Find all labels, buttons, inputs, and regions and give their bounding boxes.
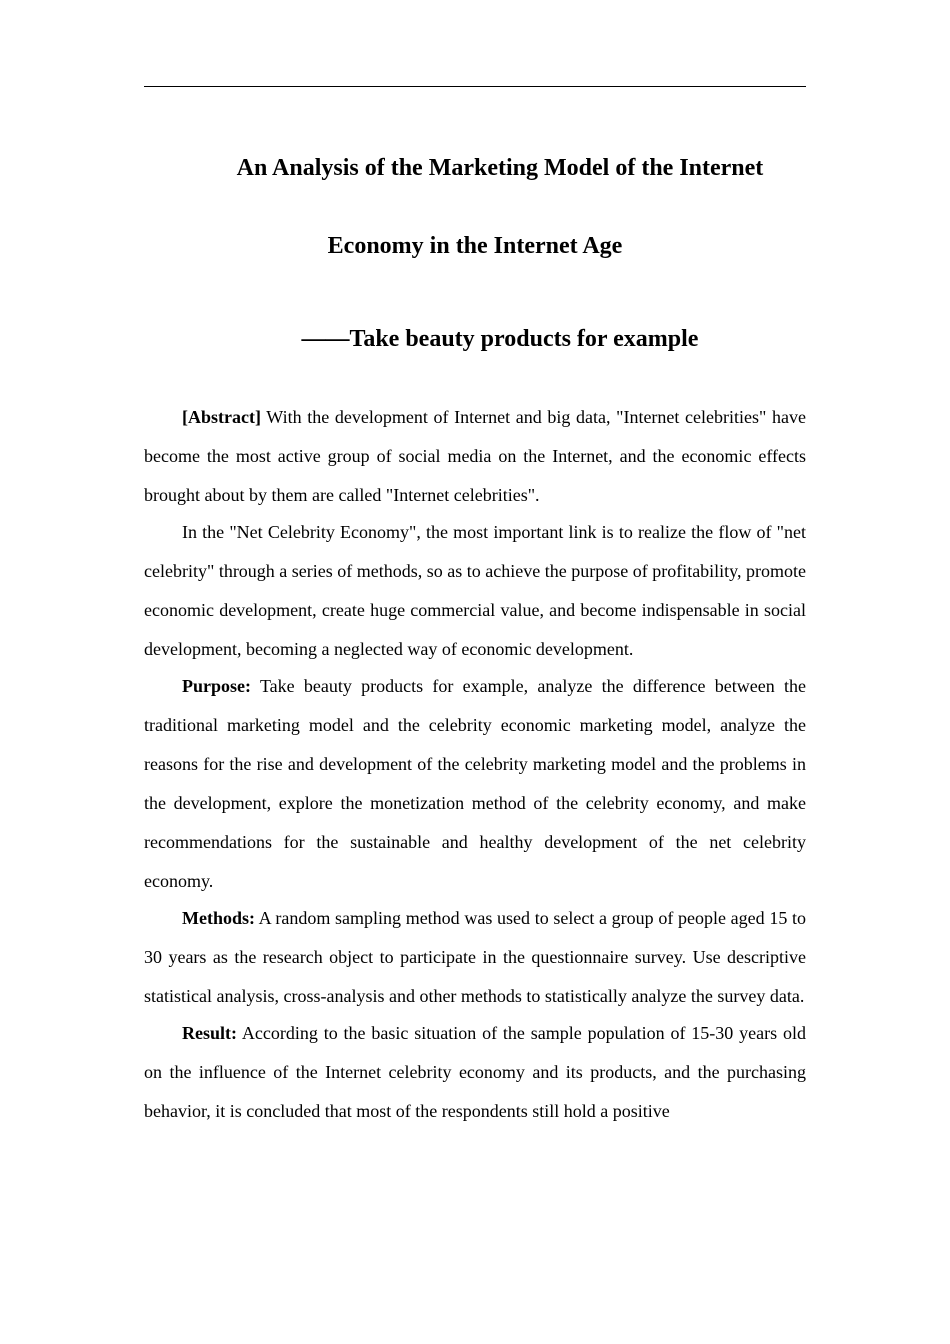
methods-text: A random sampling method was used to select a group of people aged 15 to 30 years as the research object to participate in the questionnaire survey. Use descriptive statistical analysis, cross-analysis and other methods to statistically analyze the survey data. bbox=[144, 908, 806, 1006]
title-line-2: Economy in the Internet Age bbox=[327, 233, 623, 259]
header-rule bbox=[144, 86, 806, 87]
result-text: According to the basic situation of the sample population of 15-30 years old on the influence of the Internet celebrity economy and its products, and the purchasing behavior, it is concluded that most of the respondents still hold a positive bbox=[144, 1023, 806, 1121]
title-line-1: An Analysis of the Marketing Model of the Internet bbox=[236, 155, 764, 181]
net-celebrity-paragraph bbox=[144, 513, 806, 669]
net-celebrity-text: In the "Net Celebrity Economy", the most important link is to realize the flow of "net celebrity" through a series of methods, so as to achieve the purpose of profitability, promote economic development, create huge commercial value, and become indispensable in social development, becoming a neglected way of economic development. bbox=[144, 522, 807, 659]
result-paragraph bbox=[144, 1014, 806, 1131]
purpose-text: Take beauty products for example, analyze the difference between the traditional marketing model and the celebrity economic marketing model, analyze the reasons for the rise and development of the celebrity marketing model and the problems in the development, explore the monetization method of the celebrity economy, and make recommendations for the sustainable and healthy development of the net celebrity economy. bbox=[144, 676, 806, 891]
subtitle: ——Take beauty products for example bbox=[301, 326, 699, 352]
abstract-text: With the development of Internet and big data, "Internet celebrities" have become the most active group of social media on the Internet, and the economic effects brought about by them are called "Internet celebrities". bbox=[144, 407, 806, 505]
methods-paragraph bbox=[144, 899, 806, 1016]
purpose-label: Purpose: bbox=[182, 676, 251, 696]
purpose-paragraph bbox=[144, 667, 806, 901]
abstract-label: [Abstract] bbox=[182, 407, 261, 427]
body-text bbox=[144, 398, 806, 1131]
result-label: Result: bbox=[182, 1023, 237, 1043]
methods-label: Methods: bbox=[182, 908, 255, 928]
abstract-paragraph bbox=[144, 398, 806, 515]
